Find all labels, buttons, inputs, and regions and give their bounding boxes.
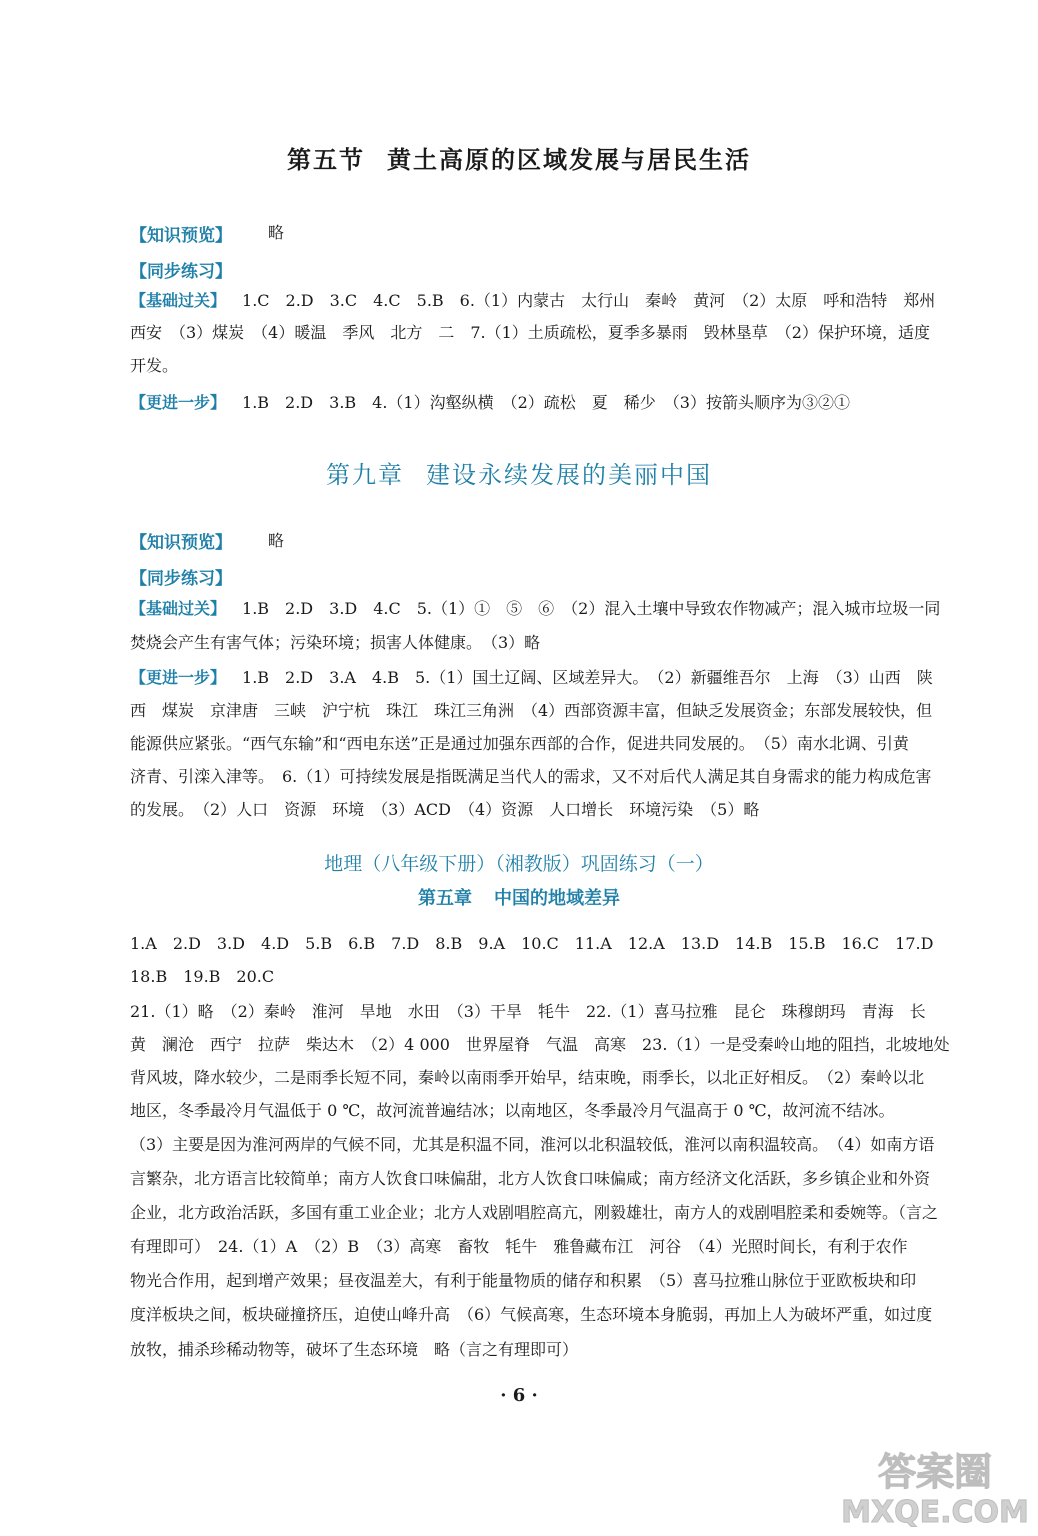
- practice-line-10: 有理即可） 24.（1）A （2）B （3）高寒 畜牧 牦牛 雅鲁藏布江 河谷 （4）光照时间长，有利于农作: [130, 1237, 908, 1256]
- practice-line-8: 言繁杂，北方语言比较简单；南方人饮食口味偏甜，北方人饮食口味偏咸；南方经济文化活跃，多乡镇企业和外资: [130, 1169, 931, 1188]
- basic-tag: 【基础过关】: [130, 599, 227, 618]
- knowledge-preview-tag: 【知识预览】: [130, 533, 232, 553]
- section-name: 黄土高原的区域发展与居民生活: [387, 145, 751, 174]
- knowledge-preview-value: 略: [268, 223, 285, 242]
- further-line-5: 的发展。 （2）人口 资源 环境 （3）ACD （4）资源 人口增长 环境污染 （5）略: [130, 800, 760, 819]
- basic-line-1: [130, 290, 936, 312]
- basic-line-2: 西安 （3）煤炭 （4）暖温 季风 北方 二 7.（1）土质疏松，夏季多暴雨 毁林垦草 （2）保护环境，适度: [130, 323, 930, 342]
- chapter-number: 第九章: [326, 461, 404, 489]
- practice-chapter-title: [0, 884, 1038, 910]
- practice-chapter-number: 第五章: [418, 888, 472, 909]
- watermark-text-top: 答案圈: [877, 1450, 993, 1494]
- practice-header: 地理（八年级下册）（湘教版）巩固练习（一）: [324, 853, 714, 875]
- further-line-3: 能源供应紧张。“西气东输”和“西电东送”正是通过加强东西部的合作，促进共同发展的。 （5）南水北调、引黄: [130, 734, 909, 753]
- practice-line-7: （3）主要是因为淮河两岸的气候不同，尤其是积温不同，淮河以北积温较低，淮河以南积温较高。 （4）如南方语: [130, 1135, 935, 1154]
- further-line-text: 1.B 2.D 3.B 4.（1）沟壑纵横 （2）疏松 夏 稀少 （3）按箭头顺序为③②①: [242, 393, 850, 412]
- further-line-1: [130, 667, 933, 689]
- practice-line-4: 黄 澜沧 西宁 拉萨 柴达木 （2）4 000 世界屋脊 气温 高寒 23.（1）一是受秦岭山地的阻挡，北坡地处: [130, 1035, 950, 1054]
- practice-line-11: 物光合作用，起到增产效果；昼夜温差大，有利于能量物质的储存和积累 （5）喜马拉雅山脉位于亚欧板块和印: [130, 1271, 917, 1290]
- watermark-text-bottom: MXQE.COM: [841, 1495, 1029, 1530]
- basic-line-3: 开发。: [130, 356, 179, 375]
- knowledge-preview-value: 略: [268, 531, 285, 550]
- basic-line-2: 焚烧会产生有害气体；污染环境；损害人体健康。 （3）略: [130, 633, 541, 652]
- basic-line-text: 1.C 2.D 3.C 4.C 5.B 6.（1）内蒙古 太行山 秦岭 黄河 （2）太原 呼和浩特 郑州: [242, 291, 936, 310]
- section-title: [0, 140, 1038, 175]
- practice-line-12: 度洋板块之间，板块碰撞挤压，迫使山峰升高 （6）气候高寒，生态环境本身脆弱，再加上人为破坏严重，如过度: [130, 1305, 933, 1324]
- basic-tag: 【基础过关】: [130, 291, 227, 310]
- further-tag: 【更进一步】: [130, 393, 227, 412]
- practice-line-6: 地区，冬季最冷月气温低于 0 ℃，故河流普遍结冰；以南地区，冬季最冷月气温高于 0 ℃，故河流不结冰。: [130, 1101, 895, 1120]
- further-line-2: 西 煤炭 京津唐 三峡 沪宁杭 珠江 珠江三角洲 （4）西部资源丰富，但缺乏发展资金；东部发展较快，但: [130, 701, 933, 720]
- sync-practice-tag: 【同步练习】: [130, 262, 232, 282]
- practice-line-13: 放牧，捕杀珍稀动物等，破坏了生态环境 略（言之有理即可）: [130, 1340, 579, 1359]
- chapter-name: 建设永续发展的美丽中国: [426, 461, 712, 489]
- basic-line-text: 1.B 2.D 3.D 4.C 5.（1）① ⑤ ⑥ （2）混入土壤中导致农作物减产；混入城市垃圾一同: [242, 599, 941, 618]
- sync-practice-tag: 【同步练习】: [130, 569, 232, 589]
- further-line-text: 1.B 2.D 3.A 4.B 5.（1）国土辽阔、区域差异大。 （2）新疆维吾尔 上海 （3）山西 陕: [242, 668, 933, 687]
- further-line: [130, 392, 920, 414]
- watermark-logo: [840, 1440, 1030, 1530]
- page-number: · 6 ·: [500, 1385, 538, 1406]
- practice-line-1: 1.A 2.D 3.D 4.D 5.B 6.B 7.D 8.B 9.A 10.C 11.A 12.A 13.D 14.B 15.B 16.C 17.D: [130, 934, 934, 953]
- section-number: 第五节: [287, 145, 365, 174]
- further-line-4: 济青、引滦入津等。 6.（1）可持续发展是指既满足当代人的需求，又不对后代人满足其自身需求的能力构成危害: [130, 767, 932, 786]
- practice-line-9: 企业，北方政治活跃，多国有重工业企业；北方人戏剧唱腔高亢，刚毅雄壮，南方人的戏剧唱腔柔和委婉等。（言之: [130, 1203, 939, 1222]
- practice-chapter-name: 中国的地域差异: [494, 888, 620, 909]
- chapter-title: [0, 455, 1038, 490]
- practice-line-5: 背风坡，降水较少，二是雨季长短不同，秦岭以南雨季开始早，结束晚，雨季长，以北正好相反。 （2）秦岭以北: [130, 1068, 925, 1087]
- further-tag: 【更进一步】: [130, 668, 227, 687]
- practice-line-3: 21.（1）略 （2）秦岭 淮河 旱地 水田 （3）干旱 牦牛 22.（1）喜马拉雅 昆仑 珠穆朗玛 青海 长: [130, 1002, 926, 1021]
- knowledge-preview-tag: 【知识预览】: [130, 226, 232, 246]
- practice-line-2: 18.B 19.B 20.C: [130, 967, 275, 986]
- basic-line-1: [130, 598, 941, 620]
